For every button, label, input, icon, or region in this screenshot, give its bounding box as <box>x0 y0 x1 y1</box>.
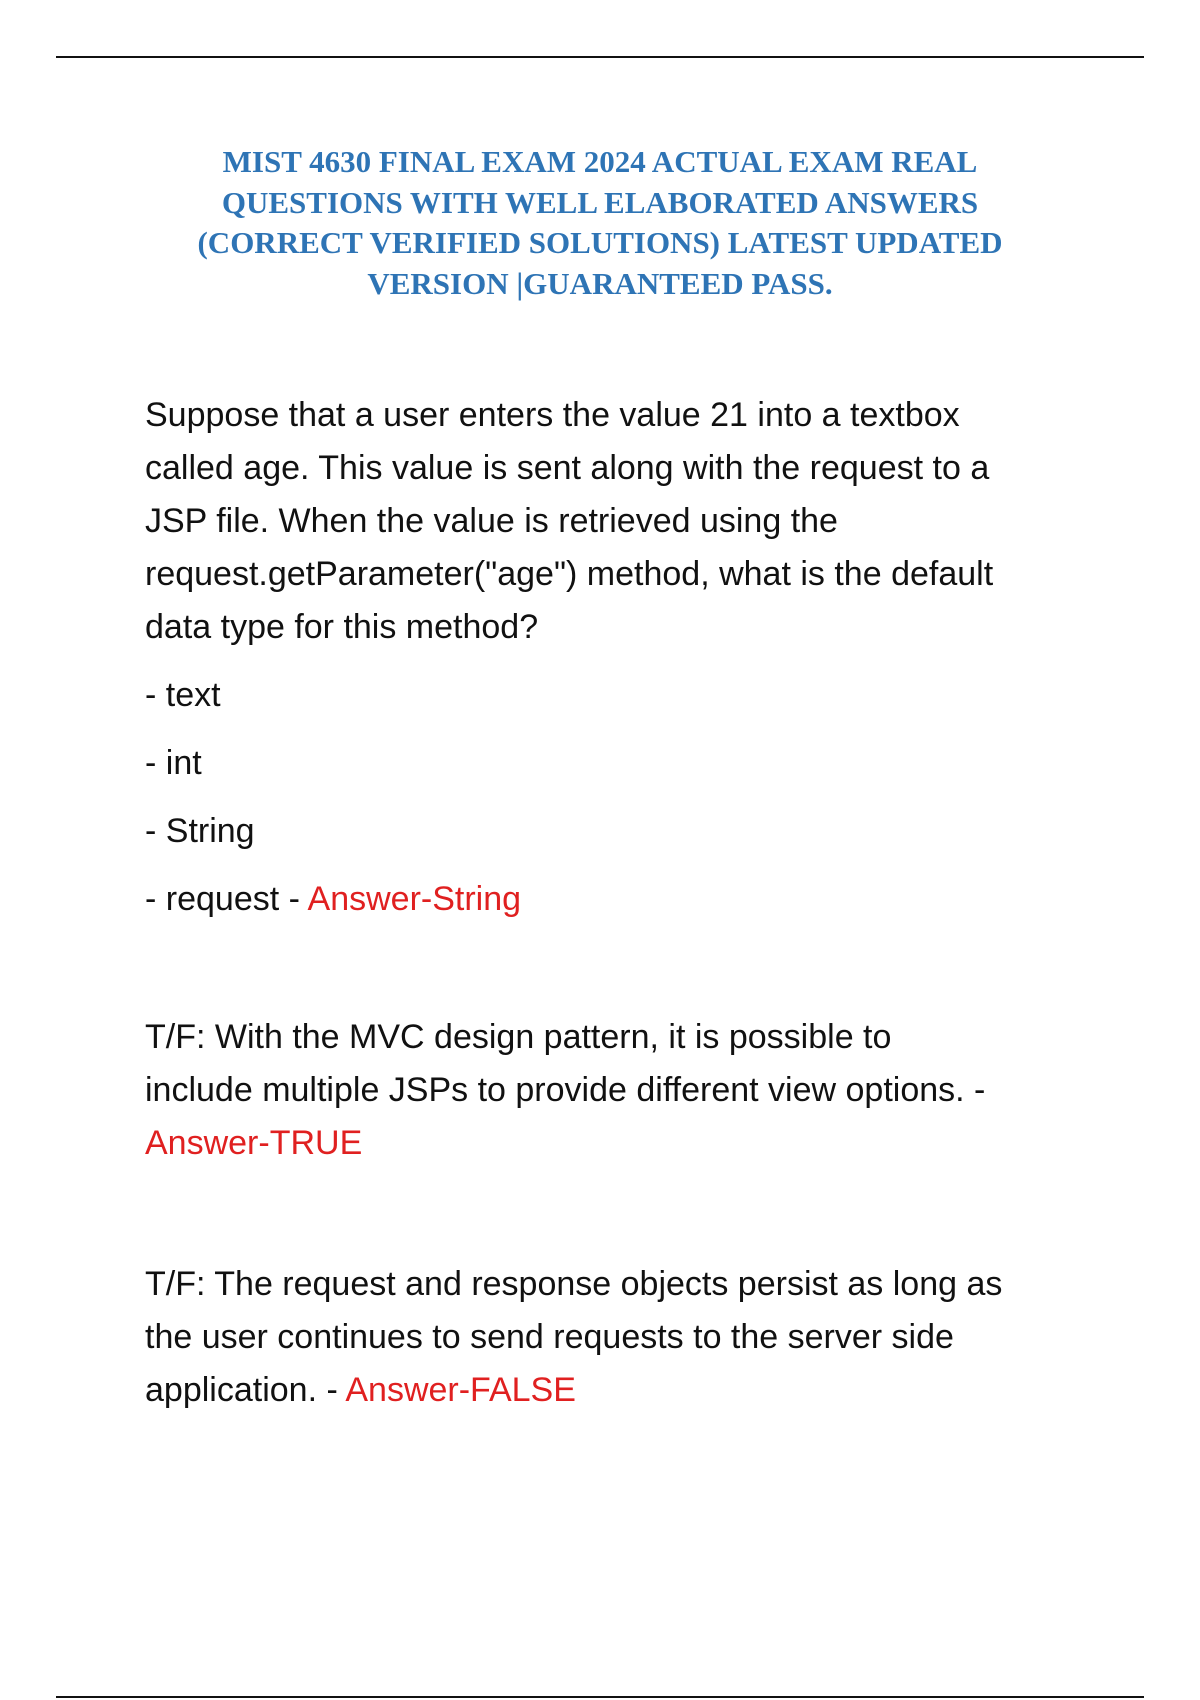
question-text <box>145 1258 1105 1417</box>
question-line: Suppose that a user enters the value 21 into a textbox <box>145 396 960 434</box>
question-line: called age. This value is sent along with the request to a <box>145 449 990 487</box>
title-line: VERSION |GUARANTEED PASS. <box>367 265 833 301</box>
question-last-line <box>145 1364 1105 1417</box>
footer-divider <box>56 1696 1144 1698</box>
question-line: request.getParameter("age") method, what is the default <box>145 555 994 593</box>
question-line: T/F: With the MVC design pattern, it is possible to <box>145 1018 892 1056</box>
answer-text: Answer-TRUE <box>145 1124 363 1162</box>
title-line: QUESTIONS WITH WELL ELABORATED ANSWERS <box>221 184 979 220</box>
question-line: data type for this method? <box>145 608 539 646</box>
header-divider <box>56 56 1144 58</box>
option-item: - String <box>145 812 255 850</box>
question-text <box>145 389 1105 654</box>
question-text <box>145 1011 1105 1170</box>
option-text: - request - <box>145 880 308 918</box>
question-line: JSP file. When the value is retrieved using the <box>145 502 838 540</box>
question-line: include multiple JSPs to provide different view options. - <box>145 1071 986 1109</box>
option-item: - text <box>145 676 221 714</box>
question-1 <box>145 389 1105 926</box>
title-line: (CORRECT VERIFIED SOLUTIONS) LATEST UPDATED <box>197 225 1003 260</box>
document-body <box>145 389 1105 1417</box>
question-line-text: application. - <box>145 1371 346 1409</box>
option-item: - int <box>145 744 202 782</box>
document-title <box>150 142 1050 304</box>
question-line: T/F: The request and response objects persist as long as <box>145 1265 1003 1303</box>
answer-text: Answer-String <box>307 880 522 918</box>
answer-text: Answer-FALSE <box>345 1371 576 1409</box>
question-line: the user continues to send requests to the server side <box>145 1318 954 1356</box>
option-item-with-answer <box>145 873 1105 926</box>
question-2 <box>145 1011 1105 1170</box>
question-3 <box>145 1258 1105 1417</box>
title-line: MIST 4630 FINAL EXAM 2024 ACTUAL EXAM REAL <box>222 144 978 179</box>
